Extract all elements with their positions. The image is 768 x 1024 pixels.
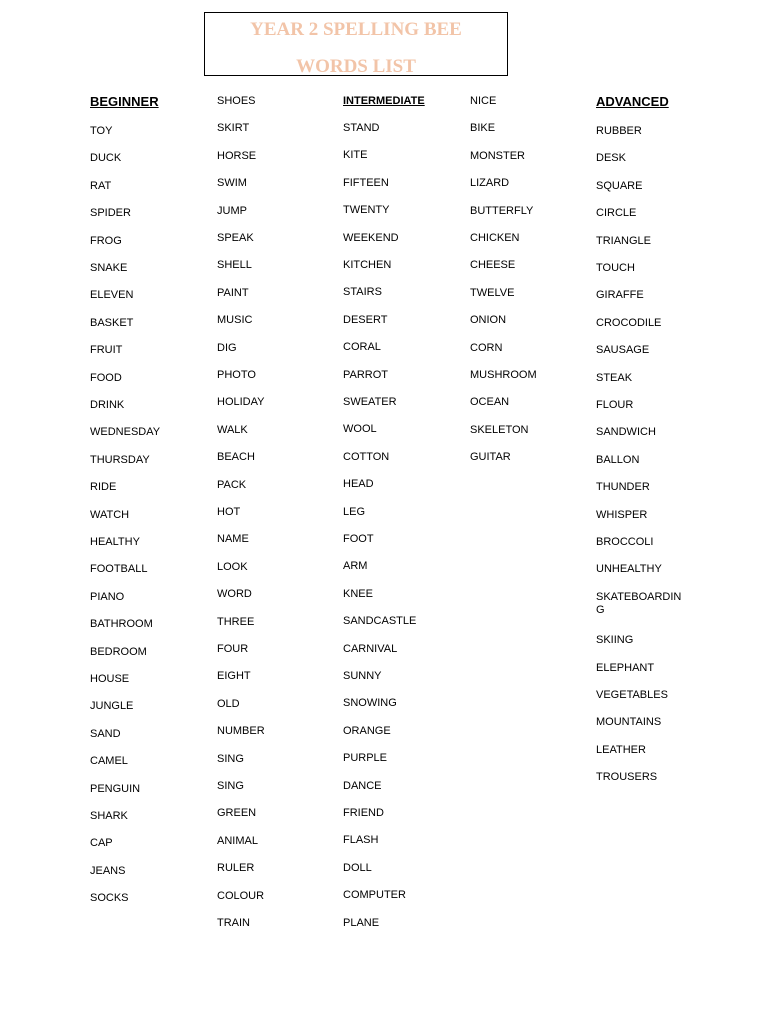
word-item: SAND <box>90 727 121 740</box>
word-item: STEAK <box>596 371 633 384</box>
word-item: RULER <box>217 862 255 875</box>
word-item: PURPLE <box>343 752 388 765</box>
word-item: LOOK <box>217 560 248 573</box>
title-line-2: WORDS LIST <box>296 56 416 77</box>
word-item: RUBBER <box>596 125 642 137</box>
word-item: WATCH <box>90 508 130 521</box>
word-item: WALK <box>217 423 248 436</box>
word-item: GUITAR <box>470 451 511 464</box>
word-item: PACK <box>217 478 247 491</box>
word-item: SQUARE <box>596 179 643 192</box>
word-item: SANDWICH <box>596 426 656 439</box>
word-item: TWENTY <box>343 204 390 217</box>
word-item: JUNGLE <box>90 700 134 713</box>
word-item: PLANE <box>343 916 380 929</box>
word-item: KITCHEN <box>343 259 392 271</box>
word-item: SKELETON <box>470 423 529 436</box>
word-item: BASKET <box>90 316 134 329</box>
word-item: FOOTBALL <box>90 563 148 576</box>
word-item: HOUSE <box>90 673 130 685</box>
word-item: WEDNESDAY <box>90 426 161 439</box>
word-item: SAUSAGE <box>596 344 650 357</box>
word-item: HEALTHY <box>90 536 140 548</box>
word-item: ANIMAL <box>217 834 258 847</box>
word-item: FRUIT <box>90 344 123 357</box>
word-item: JEANS <box>90 864 126 877</box>
word-item: FLOUR <box>596 399 634 411</box>
word-item: FOOT <box>343 533 374 545</box>
word-item: CORAL <box>343 341 381 354</box>
word-item: BATHROOM <box>90 618 153 631</box>
word-item: VEGETABLES <box>596 689 668 701</box>
word-item: LIZARD <box>470 177 510 190</box>
word-item: DOLL <box>343 861 372 874</box>
word-item: DUCK <box>90 152 122 165</box>
word-item: DESK <box>596 152 626 165</box>
column-heading: INTERMEDIATE <box>343 95 425 107</box>
word-item: CHICKEN <box>470 232 520 244</box>
word-item: BALLON <box>596 453 640 466</box>
word-item: ONION <box>470 314 507 327</box>
word-item: SKATEBOARDING <box>596 590 682 616</box>
word-item: NICE <box>470 95 497 107</box>
word-item: BUTTERFLY <box>470 204 534 217</box>
word-item: NAME <box>217 533 249 546</box>
title-line-1: YEAR 2 SPELLING BEE <box>250 19 462 40</box>
word-item: SKIING <box>596 634 634 647</box>
word-item: THREE <box>217 615 255 628</box>
word-item: FOOD <box>90 371 122 384</box>
word-item: SOCKS <box>90 892 129 905</box>
word-item: FIFTEEN <box>343 176 389 189</box>
word-item: SKIRT <box>217 122 250 135</box>
word-item: SHARK <box>90 810 128 822</box>
word-item: SING <box>217 752 244 765</box>
word-item: STAND <box>343 122 380 134</box>
word-item: DESERT <box>343 313 388 326</box>
word-item: SPIDER <box>90 207 131 220</box>
word-item: TRAIN <box>217 917 250 929</box>
word-item: BROCCOLI <box>596 536 654 548</box>
word-item: MUSIC <box>217 314 253 327</box>
word-item: WEEKEND <box>343 231 399 244</box>
word-item: OLD <box>217 697 240 710</box>
word-item: JUMP <box>217 204 247 217</box>
word-item: SNOWING <box>343 697 397 710</box>
word-item: FLASH <box>343 834 379 847</box>
word-item: FROG <box>90 234 122 247</box>
word-item: THUNDER <box>596 481 650 494</box>
word-item: CHEESE <box>470 259 516 272</box>
word-item: SWEATER <box>343 396 397 408</box>
column-heading: ADVANCED <box>596 94 669 109</box>
word-item: DRINK <box>90 399 125 411</box>
word-item: THURSDAY <box>90 453 150 466</box>
word-item: CAP <box>90 837 113 850</box>
word-item: HORSE <box>217 149 257 162</box>
word-item: SWIM <box>217 177 247 190</box>
word-item: ARM <box>343 560 368 573</box>
word-item: PENGUIN <box>90 782 141 795</box>
word-item: LEATHER <box>596 743 646 756</box>
word-item: KITE <box>343 149 368 162</box>
word-item: SHELL <box>217 259 252 272</box>
word-item: CROCODILE <box>596 316 662 329</box>
column-heading: BEGINNER <box>90 94 159 109</box>
word-item: SHOES <box>217 95 256 107</box>
title-box <box>204 12 508 76</box>
word-item: BIKE <box>470 122 496 135</box>
word-item: DANCE <box>343 779 382 792</box>
word-item: FRIEND <box>343 807 384 819</box>
word-item: EIGHT <box>217 670 251 683</box>
word-item: CIRCLE <box>596 207 637 220</box>
word-item: SUNNY <box>343 670 382 682</box>
word-item: TROUSERS <box>596 771 658 784</box>
word-item: SPEAK <box>217 232 254 244</box>
word-item: WHISPER <box>596 508 648 521</box>
word-item: DIG <box>217 341 237 354</box>
word-item: MUSHROOM <box>470 369 537 381</box>
word-item: STAIRS <box>343 286 382 299</box>
word-item: CORN <box>470 341 503 354</box>
word-item: FOUR <box>217 643 249 655</box>
word-item: GREEN <box>217 807 257 820</box>
word-item: WORD <box>217 588 252 601</box>
word-item: BEDROOM <box>90 645 147 658</box>
word-item: PAINT <box>217 286 249 299</box>
word-item: TOUCH <box>596 262 635 274</box>
word-item: OCEAN <box>470 396 510 409</box>
word-item: LEG <box>343 505 366 518</box>
word-item: COTTON <box>343 450 390 463</box>
word-item: ELEPHANT <box>596 661 655 674</box>
word-item: RAT <box>90 179 112 192</box>
word-item: HOT <box>217 506 241 518</box>
word-item: PHOTO <box>217 369 256 381</box>
word-item: MONSTER <box>470 149 525 162</box>
word-item: COMPUTER <box>343 889 406 902</box>
word-item: ELEVEN <box>90 289 134 302</box>
word-item: TWELVE <box>470 286 515 299</box>
word-item: TRIANGLE <box>596 234 652 247</box>
word-item: WOOL <box>343 423 377 436</box>
word-item: MOUNTAINS <box>596 716 662 729</box>
word-item: PARROT <box>343 368 389 381</box>
word-item: RIDE <box>90 481 117 494</box>
word-item: HOLIDAY <box>217 396 265 409</box>
word-item: NUMBER <box>217 725 265 738</box>
word-item: SANDCASTLE <box>343 615 417 628</box>
word-item: COLOUR <box>217 889 265 902</box>
word-item: CAMEL <box>90 755 128 768</box>
word-item: KNEE <box>343 587 373 600</box>
word-item: SNAKE <box>90 262 128 274</box>
word-item: CARNIVAL <box>343 642 398 655</box>
word-item: SING <box>217 780 244 792</box>
word-item: PIANO <box>90 590 125 603</box>
word-item: HEAD <box>343 478 374 491</box>
word-item: BEACH <box>217 451 255 464</box>
word-item: TOY <box>90 125 113 137</box>
word-item: GIRAFFE <box>596 289 644 302</box>
word-item: ORANGE <box>343 724 391 737</box>
word-item: UNHEALTHY <box>596 563 662 576</box>
